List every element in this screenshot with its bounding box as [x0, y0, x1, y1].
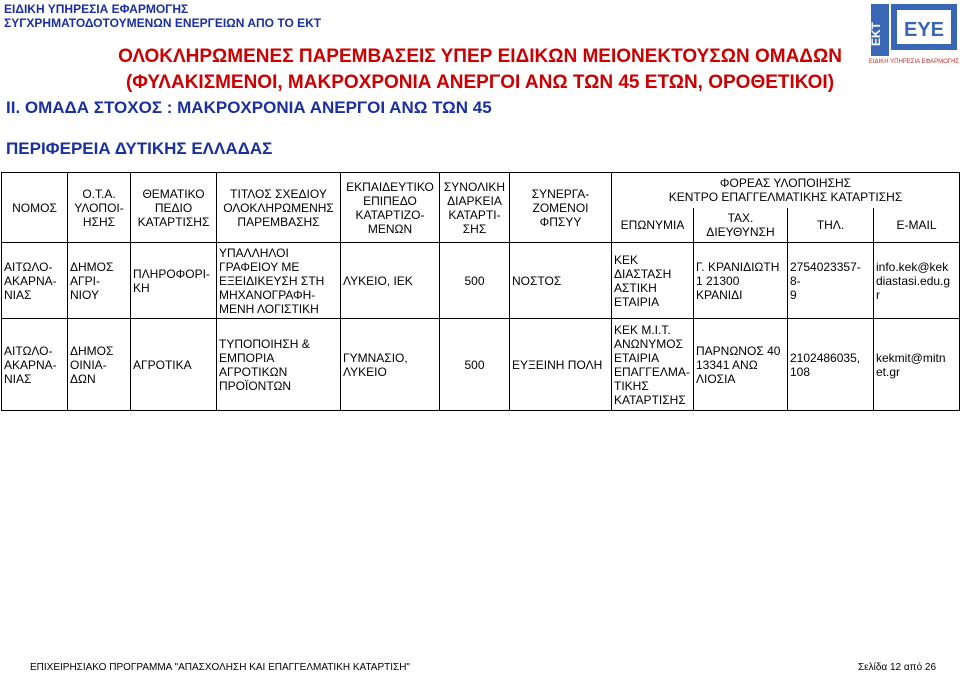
header-tax: ΤΑΧ. ΔΙΕΥΘΥΝΣΗ [694, 208, 788, 243]
footer-program: ΕΠΙΧΕΙΡΗΣΙΑΚΟ ΠΡΟΓΡΑΜΜΑ "ΑΠΑΣΧΟΛΗΣΗ ΚΑΙ ΕΠΑΓΓΕΛΜΑΤΙΚΗ ΚΑΤΑΡΤΙΣΗ" [30, 662, 410, 673]
footer-page-number: Σελίδα 12 από 26 [858, 662, 937, 673]
cell-eponymia: ΚΕΚ Μ.Ι.Τ. ΑΝΩΝΥΜΟΣ ΕΤΑΙΡΙΑ ΕΠΑΓΓΕΛΜΑ- ΤΙΚΗΣ ΚΑΤΑΡΤΙΣΗΣ [612, 319, 694, 411]
page-title-line-1: ΟΛΟΚΛΗΡΩΜΕΝΕΣ ΠΑΡΕΜΒΑΣΕΙΣ ΥΠΕΡ ΕΙΔΙΚΩΝ ΜΕΙΟΝΕΚΤΟΥΣΩΝ ΟΜΑΔΩΝ [118, 46, 842, 67]
cell-epipedo: ΓΥΜΝΑΣΙΟ, ΛΥΚΕΙΟ [341, 319, 440, 411]
header-til: ΤΗΛ. [788, 208, 874, 243]
cell-email: info.kek@kek diastasi.edu.g r [874, 243, 960, 319]
page-title-line-2: (ΦΥΛΑΚΙΣΜΕΝΟΙ, ΜΑΚΡΟΧΡΟΝΙΑ ΑΝΕΡΓΟΙ ΑΝΩ ΤΩΝ 45 ΕΤΩΝ, ΟΡΟΘΕΤΙΚΟΙ) [125, 72, 835, 93]
agency-header [4, 2, 321, 30]
header-row-1 [2, 173, 960, 208]
region-title: ΠΕΡΙΦΕΡΕΙΑ ΔΥΤΙΚΗΣ ΕΛΛΑΔΑΣ [6, 139, 273, 158]
header-foreas: ΦΟΡΕΑΣ ΥΛΟΠΟΙΗΣΗΣ ΚΕΝΤΡΟ ΕΠΑΓΓΕΛΜΑΤΙΚΗΣ ΚΑΤΑΡΤΙΣΗΣ [612, 173, 960, 208]
header-pedio: ΘΕΜΑΤΙΚΟ ΠΕΔΙΟ ΚΑΤΑΡΤΙΣΗΣ [131, 173, 217, 243]
cell-ota: ΔΗΜΟΣ ΑΓΡΙ- ΝΙΟΥ [68, 243, 131, 319]
cell-titlos: ΤΥΠΟΠΟΙΗΣΗ & ΕΜΠΟΡΙΑ ΑΓΡΟΤΙΚΩΝ ΠΡΟΪΟΝΤΩΝ [217, 319, 341, 411]
agency-line-1: ΕΙΔΙΚΗ ΥΠΗΡΕΣΙΑ ΕΦΑΡΜΟΓΗΣ [4, 2, 189, 16]
agency-line-2: ΣΥΓΧΡΗΜΑΤΟΔΟΤΟΥΜΕΝΩΝ ΕΝΕΡΓΕΙΩΝ ΑΠΟ ΤΟ ΕΚΤ [4, 16, 322, 30]
cell-pedio: ΠΛΗΡΟΦΟΡΙ- ΚΗ [131, 243, 217, 319]
target-group: ΙΙ. ΟΜΑΔΑ ΣΤΟΧΟΣ : ΜΑΚΡΟΧΡΟΝΙΑ ΑΝΕΡΓΟΙ ΑΝΩ ΤΩΝ 45 [6, 98, 492, 117]
cell-nomos: ΑΙΤΩΛΟ- ΑΚΑΡΝΑ- ΝΙΑΣ [2, 319, 68, 411]
cell-tax: Γ. ΚΡΑΝΙΔΙΩΤΗ 1 21300 ΚΡΑΝΙΔΙ [694, 243, 788, 319]
header-synergazomenoi: ΣΥΝΕΡΓΑ- ΖΟΜΕΝΟΙ ΦΠΣΥΥ [510, 173, 612, 243]
cell-synergazomenoi: ΝΟΣΤΟΣ [510, 243, 612, 319]
table-row [2, 243, 960, 319]
logo-caption: ΕΙΔΙΚΗ ΥΠΗΡΕΣΙΑ ΕΦΑΡΜΟΓΗΣ [869, 59, 959, 65]
header-titlos: ΤΙΤΛΟΣ ΣΧΕΔΙΟΥ ΟΛΟΚΛΗΡΩΜΕΝΗΣ ΠΑΡΕΜΒΑΣΗΣ [217, 173, 341, 243]
interventions-table [1, 172, 960, 411]
cell-titlos: ΥΠΑΛΛΗΛΟΙ ΓΡΑΦΕΙΟΥ ΜΕ ΕΞΕΙΔΙΚΕΥΣΗ ΣΤΗ ΜΗΧΑΝΟΓΡΑΦΗ- ΜΕΝΗ ΛΟΓΙΣΤΙΚΗ [217, 243, 341, 319]
header-nomos: ΝΟΜΟΣ [2, 173, 68, 243]
logo-eye-text: ΕΥΕ [903, 19, 945, 41]
cell-eponymia: ΚΕΚ ΔΙΑΣΤΑΣΗ ΑΣΤΙΚΗ ΕΤΑΙΡΙΑ [612, 243, 694, 319]
cell-email: kekmit@mitn et.gr [874, 319, 960, 411]
cell-diarkeia: 500 [440, 319, 510, 411]
cell-til: 2754023357-8- 9 [788, 243, 874, 319]
logo-ekt-text: ΕΚΤ [869, 22, 883, 46]
cell-tax: ΠΑΡΝΩΝΟΣ 40 13341 ΑΝΩ ΛΙΟΣΙΑ [694, 319, 788, 411]
header-eponymia: ΕΠΩΝΥΜΙΑ [612, 208, 694, 243]
cell-nomos: ΑΙΤΩΛΟ- ΑΚΑΡΝΑ- ΝΙΑΣ [2, 243, 68, 319]
header-diarkeia: ΣΥΝΟΛΙΚΗ ΔΙΑΡΚΕΙΑ ΚΑΤΑΡΤΙ- ΣΗΣ [440, 173, 510, 243]
header-ota: Ο.Τ.Α. ΥΛΟΠΟΙ- ΗΣΗΣ [68, 173, 131, 243]
header-epipedo: ΕΚΠΑΙΔΕΥΤΙΚΟ ΕΠΙΠΕΔΟ ΚΑΤΑΡΤΙΖΟ- ΜΕΝΩΝ [341, 173, 440, 243]
cell-synergazomenoi: ΕΥΞΕΙΝΗ ΠΟΛΗ [510, 319, 612, 411]
table-row [2, 319, 960, 411]
cell-ota: ΔΗΜΟΣ ΟΙΝΙΑ- ΔΩΝ [68, 319, 131, 411]
cell-diarkeia: 500 [440, 243, 510, 319]
cell-til: 2102486035, 108 [788, 319, 874, 411]
cell-pedio: ΑΓΡΟΤΙΚΑ [131, 319, 217, 411]
cell-epipedo: ΛΥΚΕΙΟ, ΙΕΚ [341, 243, 440, 319]
header-email: E-MAIL [874, 208, 960, 243]
